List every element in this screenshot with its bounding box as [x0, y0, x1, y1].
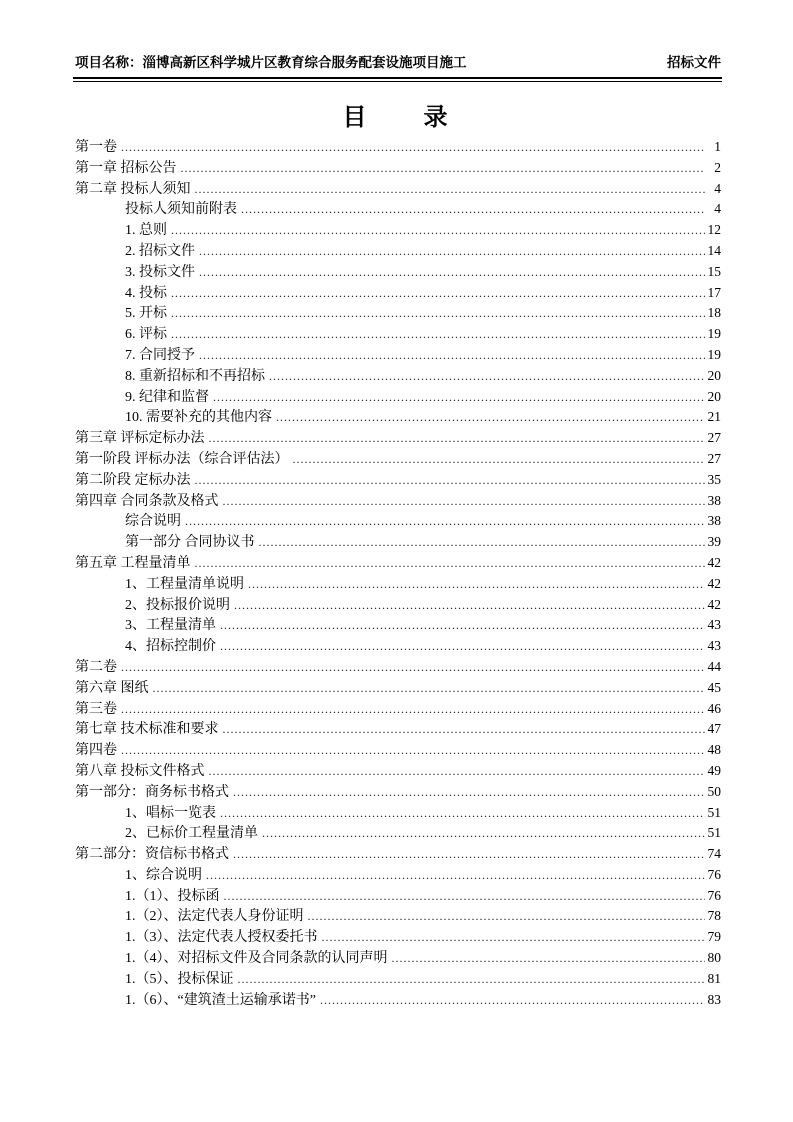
toc-entry-page: 38 [707, 492, 721, 508]
toc-entry-page: 15 [707, 263, 721, 279]
toc-entry-label: 2、投标报价说明 [125, 597, 230, 613]
toc-dot-leader [233, 844, 705, 865]
toc-dot-leader [220, 615, 705, 636]
toc-dot-leader [213, 387, 705, 408]
toc-entry-page: 14 [707, 242, 721, 258]
header-divider [73, 77, 722, 82]
toc-entry [75, 407, 721, 428]
project-name-label: 项目名称：淄博高新区科学城片区教育综合服务配套设施项目施工 [75, 55, 467, 70]
toc-dot-leader [195, 470, 706, 491]
toc-entry-label: 投标人须知前附表 [125, 202, 237, 218]
toc-entry-label: 第二卷 [75, 659, 117, 675]
toc-entry [75, 449, 721, 470]
toc-dot-leader [121, 699, 705, 720]
toc-entry [75, 865, 721, 886]
toc-entry-label: 第一部分 合同协议书 [125, 535, 255, 551]
toc-entry-label: 第一卷 [75, 140, 117, 155]
toc-dot-leader [199, 262, 705, 283]
toc-entry [75, 948, 721, 969]
toc-dot-leader [223, 491, 706, 512]
toc-entry-page: 50 [707, 783, 721, 799]
toc-entry-label: 3. 投标文件 [125, 264, 195, 280]
toc-entry-label: 第四卷 [75, 743, 117, 759]
toc-entry [75, 366, 721, 387]
toc-dot-leader [171, 220, 705, 241]
toc-entry-page: 17 [707, 284, 721, 300]
toc-entry [75, 906, 721, 927]
toc-entry-label: 第三卷 [75, 701, 117, 717]
toc-dot-leader [171, 283, 705, 304]
toc-dot-leader [209, 428, 706, 449]
toc-entry-label: 第四章 合同条款及格式 [75, 493, 219, 509]
toc-entry [75, 927, 721, 948]
toc-entry-page: 49 [707, 762, 721, 778]
toc-entry-label: 1、综合说明 [125, 867, 202, 883]
toc-entry-page: 19 [707, 346, 721, 362]
toc-entry-page: 27 [707, 430, 721, 446]
toc-entry-label: 第二章 投标人须知 [75, 181, 191, 197]
toc-dot-leader [209, 761, 706, 782]
toc-entry-page: 44 [707, 658, 721, 674]
toc-entry [75, 823, 721, 844]
toc-entry-label: 1.（6）、“建筑渣土运输承诺书” [125, 992, 316, 1008]
toc-dot-leader [171, 303, 705, 324]
toc-dot-leader [181, 158, 706, 179]
toc-entry-label: 4. 投标 [125, 285, 167, 301]
toc-entry-page: 76 [707, 866, 721, 882]
toc-entry-label: 3、工程量清单 [125, 618, 216, 634]
toc-entry-label: 7. 合同授予 [125, 347, 195, 363]
toc-entry [75, 220, 721, 241]
toc-entry [75, 615, 721, 636]
toc-dot-leader [220, 803, 705, 824]
toc-entry-page: 45 [707, 679, 721, 695]
toc-entry [75, 387, 721, 408]
toc-entry-page: 51 [707, 804, 721, 820]
toc-entry-label: 2、已标价工程量清单 [125, 826, 258, 842]
doc-type-label: 招标文件 [667, 55, 721, 70]
toc-dot-leader [223, 719, 706, 740]
toc-entry-page: 20 [707, 367, 721, 383]
toc-entry-label: 第六章 图纸 [75, 680, 149, 696]
toc-dot-leader [199, 241, 705, 262]
toc-dot-leader [241, 199, 705, 220]
toc-entry-page: 81 [707, 970, 721, 986]
toc-entry-page: 12 [707, 222, 721, 238]
toc-entry-label: 9. 纪律和监督 [125, 389, 209, 405]
toc-entry [75, 553, 721, 574]
toc-entry [75, 574, 721, 595]
toc-entry [75, 283, 721, 304]
toc-entry-page: 48 [707, 742, 721, 758]
toc-dot-leader [308, 906, 706, 927]
toc-dot-leader [185, 511, 705, 532]
toc-entry-label: 第七章 技术标准和要求 [75, 722, 219, 738]
toc-entry [75, 719, 721, 740]
toc-entry-label: 5. 开标 [125, 306, 167, 322]
toc-entry-page: 42 [707, 575, 721, 591]
toc-entry [75, 532, 721, 553]
toc-entry-label: 1.（2）、法定代表人身份证明 [125, 909, 304, 925]
toc-dot-leader [153, 678, 706, 699]
toc-entry-label: 4、招标控制价 [125, 639, 216, 655]
toc-entry [75, 470, 721, 491]
toc-entry-page: 20 [707, 388, 721, 404]
toc-entry-page: 39 [707, 534, 721, 550]
toc-entry-label: 1.（3）、法定代表人授权委托书 [125, 930, 318, 946]
toc-entry-page: 79 [707, 929, 721, 945]
toc-entry [75, 158, 721, 179]
toc-dot-leader [121, 740, 705, 761]
toc-dot-leader [276, 407, 705, 428]
toc-entry-page: 80 [707, 950, 721, 966]
toc-entry [75, 678, 721, 699]
toc-entry [75, 199, 721, 220]
toc-entry-label: 1.（1）、投标函 [125, 888, 220, 904]
toc-entry-page: 4 [714, 201, 721, 217]
toc-dot-leader [206, 865, 705, 886]
toc-entry [75, 657, 721, 678]
page-title: 目 录 [342, 105, 451, 131]
toc-dot-leader [320, 990, 705, 1011]
toc-entry-page: 1 [714, 139, 721, 154]
toc-dot-leader [220, 636, 705, 657]
toc-entry-label: 第三章 评标定标办法 [75, 431, 205, 447]
toc-entry-label: 1.（5）、投标保证 [125, 971, 234, 987]
toc-entry-page: 47 [707, 721, 721, 737]
toc-entry [75, 241, 721, 262]
toc-entry-label: 第八章 投标文件格式 [75, 763, 205, 779]
toc-entry-page: 78 [707, 908, 721, 924]
toc-dot-leader [392, 948, 706, 969]
toc-entry-label: 6. 评标 [125, 327, 167, 343]
toc-entry-label: 第一章 招标公告 [75, 160, 177, 176]
toc-entry [75, 636, 721, 657]
toc-entry-page: 42 [707, 554, 721, 570]
toc-entry-page: 51 [707, 825, 721, 841]
toc-dot-leader [322, 927, 706, 948]
toc-entry-label: 第一部分：商务标书格式 [75, 784, 229, 800]
toc-entry-label: 1、唱标一览表 [125, 805, 216, 821]
toc-entry [75, 782, 721, 803]
page-header [75, 51, 721, 71]
toc-entry [75, 179, 721, 200]
toc-entry-label: 第二阶段 定标办法 [75, 472, 191, 488]
toc-dot-leader [121, 657, 705, 678]
toc-entry [75, 740, 721, 761]
toc-entry [75, 803, 721, 824]
toc-entry-label: 综合说明 [125, 514, 181, 530]
toc-entry-page: 43 [707, 638, 721, 654]
toc-entry [75, 886, 721, 907]
toc-entry-page: 19 [707, 326, 721, 342]
toc-entry [75, 428, 721, 449]
toc-entry [75, 969, 721, 990]
toc-entry [75, 345, 721, 366]
toc-entry-label: 10. 需要补充的其他内容 [125, 410, 272, 426]
toc-dot-leader [262, 823, 705, 844]
toc-entry [75, 990, 721, 1011]
toc-dot-leader [199, 345, 705, 366]
toc-entry-page: 2 [714, 159, 721, 175]
toc-dot-leader [248, 574, 705, 595]
table-of-contents [75, 137, 721, 1010]
toc-dot-leader [259, 532, 706, 553]
toc-entry-page: 21 [707, 409, 721, 425]
toc-entry-page: 76 [707, 887, 721, 903]
toc-dot-leader [269, 366, 705, 387]
toc-entry-page: 18 [707, 305, 721, 321]
toc-dot-leader [233, 782, 705, 803]
toc-entry-page: 4 [714, 180, 721, 196]
toc-entry-label: 2. 招标文件 [125, 243, 195, 259]
toc-entry-label: 1.（4）、对招标文件及合同条款的认同声明 [125, 951, 388, 967]
toc-entry [75, 699, 721, 720]
toc-entry-page: 74 [707, 846, 721, 862]
toc-dot-leader [195, 179, 706, 200]
toc-entry [75, 761, 721, 782]
toc-entry-label: 1. 总则 [125, 223, 167, 239]
toc-entry [75, 595, 721, 616]
toc-entry-label: 8. 重新招标和不再招标 [125, 368, 265, 384]
toc-entry [75, 262, 721, 283]
toc-entry [75, 324, 721, 345]
toc-entry-page: 83 [707, 991, 721, 1007]
toc-entry [75, 491, 721, 512]
toc-dot-leader [224, 886, 706, 907]
toc-entry [75, 844, 721, 865]
toc-dot-leader [195, 553, 706, 574]
toc-entry-page: 46 [707, 700, 721, 716]
toc-dot-leader [234, 595, 705, 616]
toc-entry [75, 511, 721, 532]
toc-entry-page: 27 [707, 450, 721, 466]
toc-entry-label: 第五章 工程量清单 [75, 555, 191, 571]
toc-entry [75, 303, 721, 324]
toc-entry-label: 第二部分：资信标书格式 [75, 847, 229, 863]
toc-entry-page: 38 [707, 513, 721, 529]
toc-dot-leader [293, 449, 706, 470]
toc-entry-label: 第一阶段 评标办法（综合评估法） [75, 451, 289, 467]
toc-entry-page: 43 [707, 617, 721, 633]
toc-dot-leader [121, 137, 705, 158]
toc-dot-leader [238, 969, 706, 990]
toc-entry-page: 42 [707, 596, 721, 612]
toc-entry [75, 137, 721, 158]
toc-dot-leader [171, 324, 705, 345]
toc-entry-page: 35 [707, 471, 721, 487]
toc-entry-label: 1、工程量清单说明 [125, 576, 244, 592]
